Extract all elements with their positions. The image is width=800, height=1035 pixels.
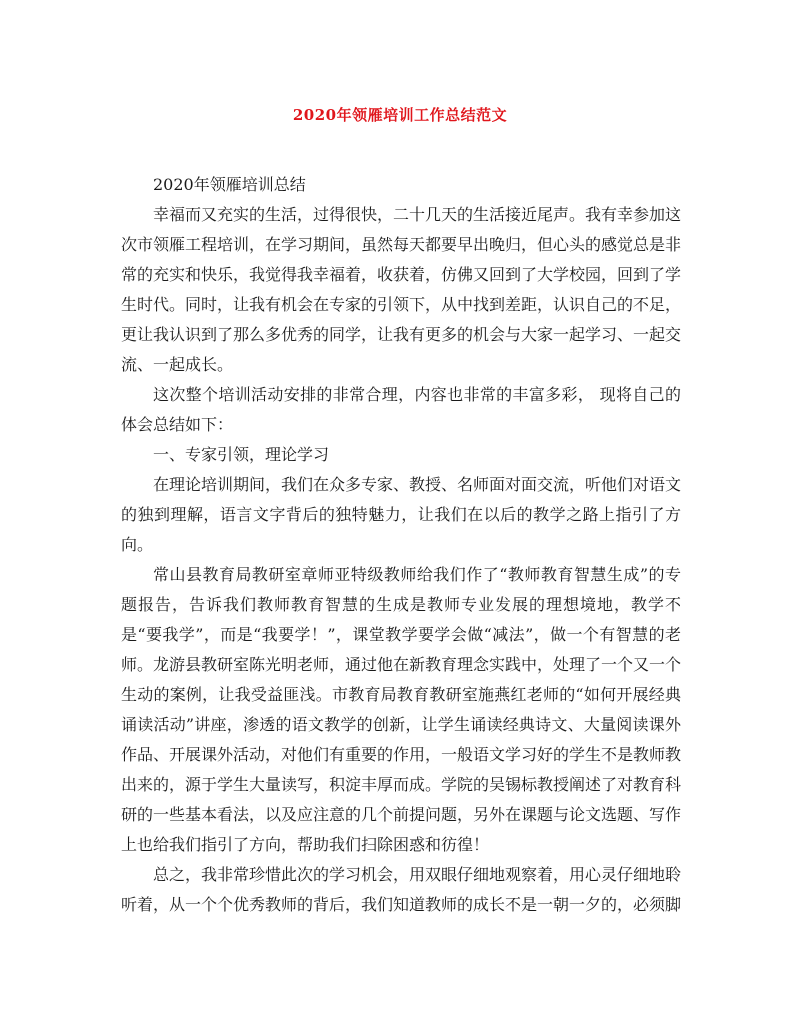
body-paragraph: 常山县教育局教研室章师亚特级教师给我们作了“教师教育智慧生成”的专题报告，告诉我们教师教育智慧的生成是教师专业发展的理想境地，教学不是“要我学”，而是“我要学！”，课堂教学要学会做“减法”，做一个有智慧的老师。龙游县教研室陈光明老师，通过他在新教育理念实践中，处理了一个又一个生动的案例，让我受益匪浅。市教育局教育教研室施燕红老师的“如何开展经典诵读活动”讲座，渗透的语文教学的创新，让学生诵读经典诗文、大量阅读课外作品、开展课外活动，对他们有重要的作用，一般语文学习好的学生不是教师教出来的，源于学生大量读写，积淀丰厚而成。学院的吴锡标教授阐述了对教育科研的一些基本看法，以及应注意的几个前提问题，另外在课题与论文选题、写作上也给我们指引了方向，帮助我们扫除困惑和彷徨！ [121, 565, 682, 854]
body-paragraph: 幸福而又充实的生活，过得很快，二十几天的生活接近尾声。我有幸参加这次市领雁工程培训，在学习期间，虽然每天都要早出晚归，但心头的感觉总是非常的充实和快乐，我觉得我幸福着，收获着，仿佛又回到了大学校园，回到了学生时代。同时，让我有机会在专家的引领下，从中找到差距，认识自己的不足，更让我认识到了那么多优秀的同学，让我有更多的机会与大家一起学习、一起交流、一起成长。 [121, 205, 682, 374]
subtitle-paragraph: 2020年领雁培训总结 [153, 175, 306, 194]
document-title: 2020年领雁培训工作总结范文 [292, 106, 508, 124]
body-paragraph: 在理论培训期间，我们在众多专家、教授、名师面对面交流，听他们对语文的独到理解，语言文字背后的独特魅力，让我们在以后的教学之路上指引了方向。 [121, 475, 682, 554]
body-paragraph: 这次整个培训活动安排的非常合理，内容也非常的丰富多彩， 现将自己的体会总结如下： [121, 385, 681, 434]
document-body [121, 170, 681, 920]
section-heading: 一、专家引领，理论学习 [153, 445, 330, 464]
body-paragraph: 总之，我非常珍惜此次的学习机会，用双眼仔细地观察着，用心灵仔细地聆听着，从一个个优秀教师的背后，我们知道教师的成长不是一朝一夕的，必须脚 [121, 865, 682, 914]
